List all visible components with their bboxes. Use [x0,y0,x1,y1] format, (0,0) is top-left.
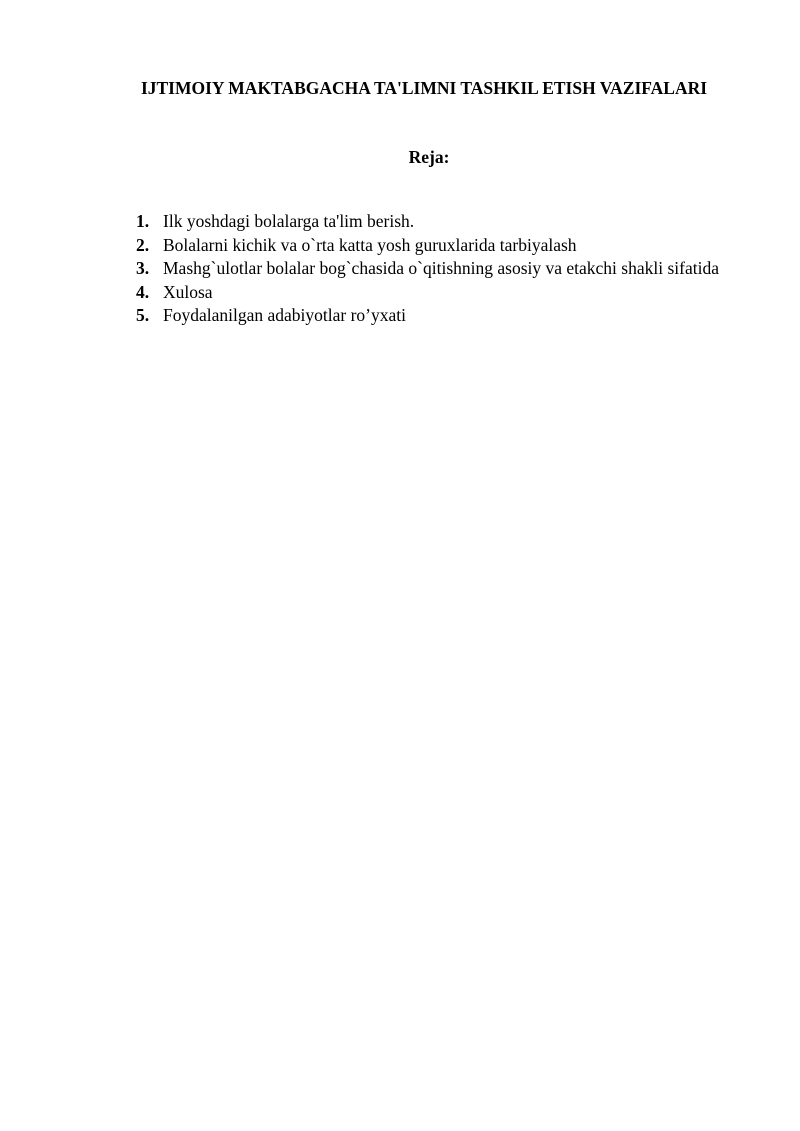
plan-item-5 [136,304,736,328]
plan-item-number: 1. [136,211,150,231]
plan-list [136,210,736,328]
plan-item-2 [136,234,736,258]
plan-item-text: Ilk yoshdagi bolalarga ta'lim berish. [163,211,415,231]
plan-item-text: Bolalarni kichik va o`rta katta yosh guruxlarida tarbiyalash [163,234,577,255]
plan-item-1 [136,210,736,234]
plan-item-number: 3. [136,258,150,278]
plan-item-number: 2. [136,234,150,255]
plan-item-text: Mashg`ulotlar bolalar bog`chasida o`qitishning asosiy va etakchi shakli sifatida [163,258,719,278]
document-title: IJTIMOIY MAKTABGACHA TA'LIMNI TASHKIL ETISH VAZIFALARI [140,78,708,98]
plan-item-text: Xulosa [163,281,213,302]
plan-item-3 [136,257,736,281]
plan-item-text: Foydalanilgan adabiyotlar ro’yxati [163,305,406,325]
plan-heading: Reja: [408,147,450,167]
plan-item-4 [136,281,736,305]
plan-item-number: 4. [136,281,150,302]
plan-item-number: 5. [136,305,150,325]
